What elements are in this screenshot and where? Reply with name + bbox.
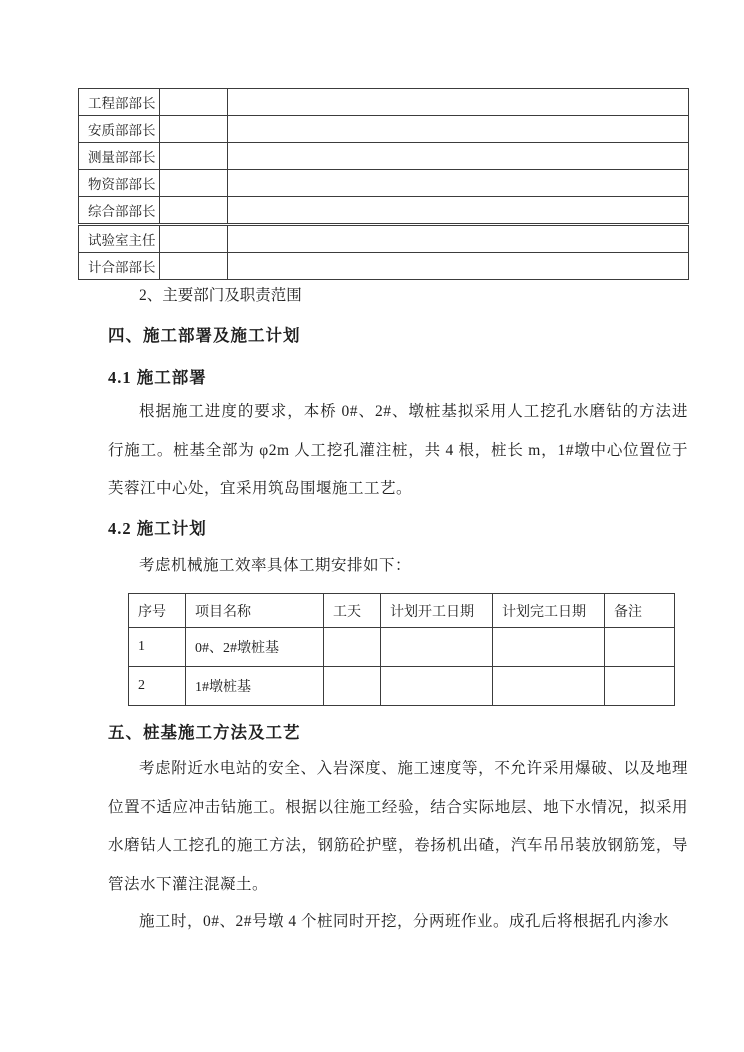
duty-cell-empty xyxy=(228,225,689,253)
schedule-header-row xyxy=(129,594,675,628)
name-cell-empty xyxy=(160,225,228,253)
heading-section5: 五、桩基施工方法及工艺 xyxy=(108,723,301,742)
role-label-cell: 工程部部长 xyxy=(79,89,160,116)
name-cell-empty xyxy=(160,253,228,280)
duty-cell-empty xyxy=(228,170,689,197)
duty-cell-empty xyxy=(228,89,689,116)
name-cell-empty xyxy=(160,143,228,170)
header-cell-remark: 备注 xyxy=(605,594,675,628)
workdays-cell-empty xyxy=(324,667,381,706)
start-date-cell-empty xyxy=(381,628,493,667)
table-row xyxy=(79,116,689,143)
role-label-cell: 物资部部长 xyxy=(79,170,160,197)
role-label-cell: 安质部部长 xyxy=(79,116,160,143)
heading-4-2: 4.2 施工计划 xyxy=(108,519,207,538)
start-date-cell-empty xyxy=(381,667,493,706)
remark-cell-empty xyxy=(605,628,675,667)
seq-cell: 1 xyxy=(129,628,186,667)
duty-cell-empty xyxy=(228,197,689,225)
paragraph-5-1: 考虑附近水电站的安全、入岩深度、施工速度等，不允许采用爆破、以及地理位置不适应冲击钻施工。根据以往施工经验，结合实际地层、地下水情况，拟采用水磨钻人工挖孔的施工方法，钢筋砼护壁，卷扬机出碴，汽车吊吊装放钢筋笼，导管法水下灌注混凝土。 xyxy=(108,760,688,893)
name-cell-empty xyxy=(160,116,228,143)
duty-cell-empty xyxy=(228,143,689,170)
header-cell-workdays: 工天 xyxy=(324,594,381,628)
paragraph-4-1: 根据施工进度的要求，本桥 0#、2#、墩桩基拟采用人工挖孔水磨钻的方法进行施工。桩基全部为 φ2m 人工挖孔灌注桩，共 4 根，桩长 m，1#墩中心位置位于芙蓉江中心处，宜采用筑岛围堰施工工艺。 xyxy=(108,403,688,497)
paragraph-4-2-intro: 考虑机械施工效率具体工期安排如下： xyxy=(139,557,412,574)
schedule-table xyxy=(128,593,675,706)
header-cell-start-date: 计划开工日期 xyxy=(381,594,493,628)
role-label-cell: 计合部部长 xyxy=(79,253,160,280)
schedule-row xyxy=(129,667,675,706)
paragraph-5-2: 施工时，0#、2#号墩 4 个桩同时开挖，分两班作业。成孔后将根据孔内渗水 xyxy=(139,913,670,930)
duty-cell-empty xyxy=(228,116,689,143)
table-row xyxy=(79,143,689,170)
finish-date-cell-empty xyxy=(493,628,605,667)
role-label-cell: 试验室主任 xyxy=(79,225,160,253)
header-cell-seq: 序号 xyxy=(129,594,186,628)
header-cell-finish-date: 计划完工日期 xyxy=(493,594,605,628)
remark-cell-empty xyxy=(605,667,675,706)
schedule-row xyxy=(129,628,675,667)
responsibility-table xyxy=(78,88,689,280)
project-cell: 0#、2#墩桩基 xyxy=(186,628,324,667)
header-cell-project: 项目名称 xyxy=(186,594,324,628)
table-row xyxy=(79,197,689,225)
role-label-cell: 综合部部长 xyxy=(79,197,160,225)
table-row xyxy=(79,225,689,253)
list-item-departments: 2、主要部门及职责范围 xyxy=(139,287,302,304)
heading-section4: 四、施工部署及施工计划 xyxy=(108,326,301,345)
heading-4-1: 4.1 施工部署 xyxy=(108,368,207,387)
table-row xyxy=(79,253,689,280)
duty-cell-empty xyxy=(228,253,689,280)
project-cell: 1#墩桩基 xyxy=(186,667,324,706)
finish-date-cell-empty xyxy=(493,667,605,706)
name-cell-empty xyxy=(160,89,228,116)
role-label-cell: 测量部部长 xyxy=(79,143,160,170)
table-row xyxy=(79,170,689,197)
table-row xyxy=(79,89,689,116)
name-cell-empty xyxy=(160,197,228,225)
seq-cell: 2 xyxy=(129,667,186,706)
workdays-cell-empty xyxy=(324,628,381,667)
name-cell-empty xyxy=(160,170,228,197)
